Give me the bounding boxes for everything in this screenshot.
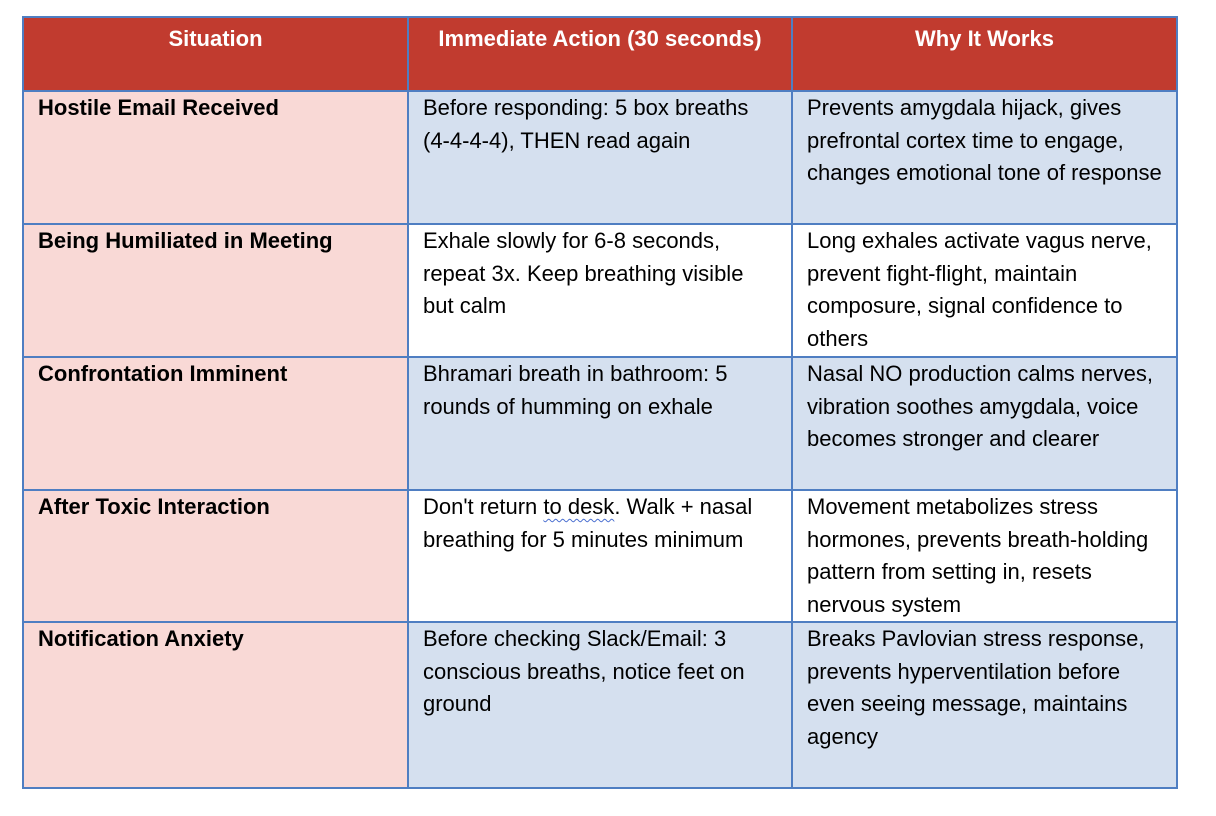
action-cell: Bhramari breath in bathroom: 5 rounds of humming on exhale	[408, 357, 792, 490]
action-cell: Before responding: 5 box breaths (4-4-4-4), THEN read again	[408, 91, 792, 224]
table-row	[23, 357, 1177, 490]
header-situation: Situation	[23, 17, 408, 91]
table-row	[23, 224, 1177, 357]
why-cell: Prevents amygdala hijack, gives prefrontal cortex time to engage, changes emotional tone of response	[792, 91, 1177, 224]
action-text-part: . Walk + nasal breathing for 5 minutes minimum	[423, 494, 753, 552]
header-why-it-works: Why It Works	[792, 17, 1177, 91]
action-text-part: Don't return	[423, 494, 544, 519]
action-cell: Exhale slowly for 6-8 seconds, repeat 3x. Keep breathing visible but calm	[408, 224, 792, 357]
why-cell: Breaks Pavlovian stress response, prevents hyperventilation before even seeing message, maintains agency	[792, 622, 1177, 788]
table-row	[23, 622, 1177, 788]
situation-cell: Confrontation Imminent	[23, 357, 408, 490]
situation-cell: After Toxic Interaction	[23, 490, 408, 622]
situation-cell: Hostile Email Received	[23, 91, 408, 224]
breathing-strategies-table	[22, 16, 1178, 789]
table-row	[23, 490, 1177, 622]
situation-cell: Notification Anxiety	[23, 622, 408, 788]
spellcheck-underlined-text: to desk	[543, 494, 615, 519]
header-row	[23, 17, 1177, 91]
why-cell: Movement metabolizes stress hormones, prevents breath-holding pattern from setting in, resets nervous system	[792, 490, 1177, 622]
table-row	[23, 91, 1177, 224]
situation-cell: Being Humiliated in Meeting	[23, 224, 408, 357]
action-cell	[408, 490, 792, 622]
action-cell: Before checking Slack/Email: 3 conscious breaths, notice feet on ground	[408, 622, 792, 788]
why-cell: Nasal NO production calms nerves, vibration soothes amygdala, voice becomes stronger and clearer	[792, 357, 1177, 490]
header-immediate-action: Immediate Action (30 seconds)	[408, 17, 792, 91]
why-cell: Long exhales activate vagus nerve, prevent fight-flight, maintain composure, signal confidence to others	[792, 224, 1177, 357]
